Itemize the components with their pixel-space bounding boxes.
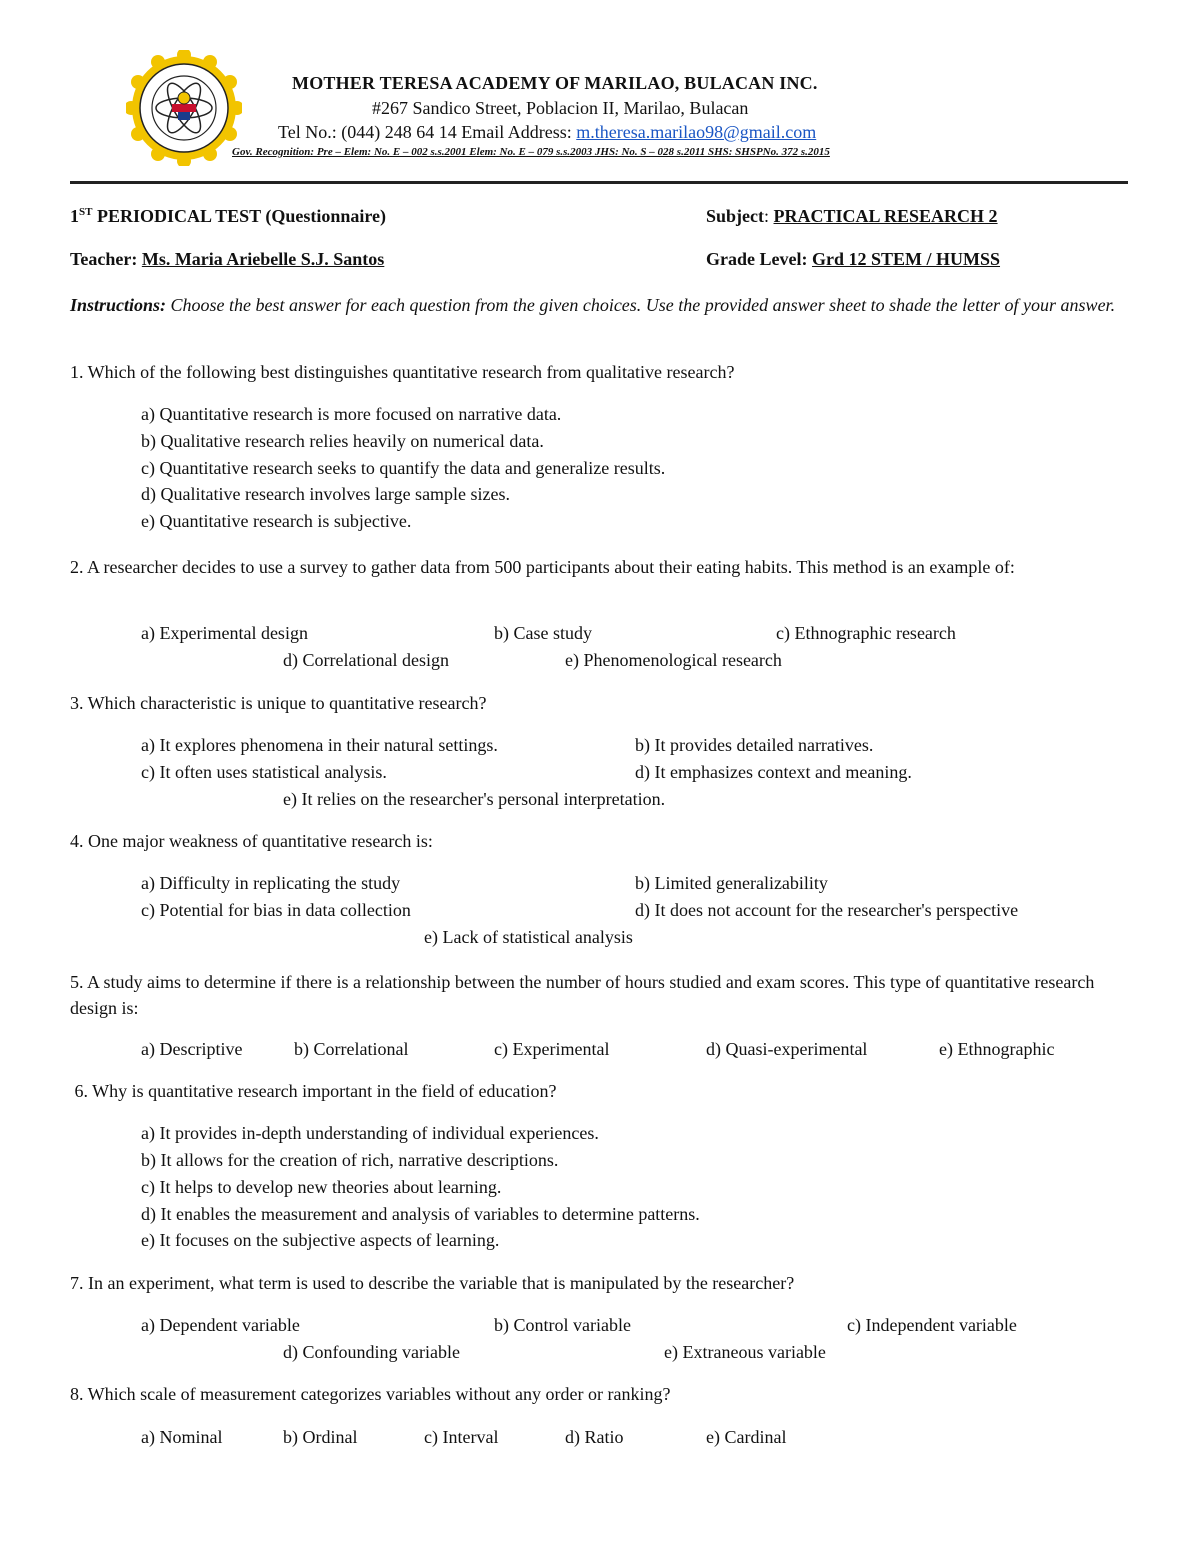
q4-option-d: d) It does not account for the researcher's perspective	[635, 900, 1019, 920]
question-7: 7. In an experiment, what term is used to describe the variable that is manipulated by the researcher?	[70, 1273, 795, 1293]
q7-option-c: c) Independent variable	[847, 1315, 1017, 1335]
gov-recognition: Gov. Recognition: Pre – Elem: No. E – 002 s.s.2001 Elem: No. E – 079 s.s.2003 JHS: No. S – 028 s.2011 SHS: SHSPNo. 372 s.2015	[232, 146, 830, 158]
q7-option-e: e) Extraneous variable	[664, 1342, 826, 1362]
q4-option-a: a) Difficulty in replicating the study	[141, 873, 401, 893]
q1-option-c: c) Quantitative research seeks to quantify the data and generalize results.	[141, 458, 666, 478]
question-8: 8. Which scale of measurement categorizes variables without any order or ranking?	[70, 1384, 671, 1404]
teacher-line	[70, 249, 384, 270]
q2-option-c: c) Ethnographic research	[776, 623, 956, 643]
q8-option-d: d) Ratio	[565, 1427, 624, 1447]
school-seal-logo	[126, 50, 242, 166]
title-superscript: ST	[79, 206, 93, 218]
q2-option-d: d) Correlational design	[283, 650, 449, 670]
test-title	[70, 206, 386, 227]
q7-option-d: d) Confounding variable	[283, 1342, 460, 1362]
q2-option-b: b) Case study	[494, 623, 592, 643]
grade-line	[706, 249, 1000, 270]
q3-option-b: b) It provides detailed narratives.	[635, 735, 874, 755]
q5-option-d: d) Quasi-experimental	[706, 1039, 868, 1059]
q1-option-d: d) Qualitative research involves large sample sizes.	[141, 484, 511, 504]
school-address: #267 Sandico Street, Poblacion II, Marilao, Bulacan	[372, 98, 749, 118]
q6-option-c: c) It helps to develop new theories about learning.	[141, 1177, 502, 1197]
question-4: 4. One major weakness of quantitative research is:	[70, 831, 433, 851]
instructions	[70, 292, 1120, 318]
q4-option-b: b) Limited generalizability	[635, 873, 828, 893]
q8-option-c: c) Interval	[424, 1427, 499, 1447]
q4-option-c: c) Potential for bias in data collection	[141, 900, 411, 920]
contact-prefix: Tel No.: (044) 248 64 14 Email Address:	[278, 122, 577, 142]
q1-option-b: b) Qualitative research relies heavily on numerical data.	[141, 431, 544, 451]
question-2: 2. A researcher decides to use a survey to gather data from 500 participants about their eating habits. This method is an example of:	[70, 557, 1015, 577]
q6-option-e: e) It focuses on the subjective aspects of learning.	[141, 1230, 500, 1250]
instructions-text: Choose the best answer for each question from the given choices. Use the provided answer sheet to shade the letter of your answer.	[166, 295, 1116, 315]
grade-label: Grade Level:	[706, 249, 808, 269]
q3-option-a: a) It explores phenomena in their natural settings.	[141, 735, 498, 755]
q7-option-b: b) Control variable	[494, 1315, 631, 1335]
header-divider	[70, 181, 1128, 184]
q2-option-a: a) Experimental design	[141, 623, 308, 643]
title-text: PERIODICAL TEST (Questionnaire)	[92, 206, 387, 226]
q1-option-e: e) Quantitative research is subjective.	[141, 511, 412, 531]
q3-option-e: e) It relies on the researcher's personal interpretation.	[283, 789, 666, 809]
question-5: 5. A study aims to determine if there is a relationship between the number of hours studied and exam scores. This type of quantitative research design is:	[70, 972, 1095, 1018]
q3-option-d: d) It emphasizes context and meaning.	[635, 762, 912, 782]
subject-label: Subject	[706, 206, 764, 226]
question-6: 6. Why is quantitative research important in the field of education?	[70, 1081, 557, 1101]
school-contact	[278, 122, 816, 143]
q4-option-e: e) Lack of statistical analysis	[424, 927, 633, 947]
teacher-value: Ms. Maria Ariebelle S.J. Santos	[141, 249, 385, 269]
q8-option-e: e) Cardinal	[706, 1427, 787, 1447]
subject-line: Subject: PRACTICAL RESEARCH 2	[706, 206, 998, 226]
question-3: 3. Which characteristic is unique to quantitative research?	[70, 693, 487, 713]
q5-option-a: a) Descriptive	[141, 1039, 243, 1059]
q7-option-a: a) Dependent variable	[141, 1315, 300, 1335]
subject-value: PRACTICAL RESEARCH 2	[773, 206, 998, 226]
grade-value: Grd 12 STEM / HUMSS	[811, 249, 1001, 269]
q8-option-b: b) Ordinal	[283, 1427, 358, 1447]
q1-option-a: a) Quantitative research is more focused on narrative data.	[141, 404, 562, 424]
q5-option-c: c) Experimental	[494, 1039, 610, 1059]
email-link[interactable]: m.theresa.marilao98@gmail.com	[576, 122, 817, 142]
q6-option-a: a) It provides in-depth understanding of individual experiences.	[141, 1123, 599, 1143]
q3-option-c: c) It often uses statistical analysis.	[141, 762, 387, 782]
school-name: MOTHER TERESA ACADEMY OF MARILAO, BULACAN INC.	[292, 73, 818, 93]
q6-option-b: b) It allows for the creation of rich, narrative descriptions.	[141, 1150, 559, 1170]
instructions-label: Instructions:	[70, 295, 167, 315]
q6-option-d: d) It enables the measurement and analysis of variables to determine patterns.	[141, 1204, 700, 1224]
q8-option-a: a) Nominal	[141, 1427, 223, 1447]
q5-option-e: e) Ethnographic	[939, 1039, 1055, 1059]
q2-option-e: e) Phenomenological research	[565, 650, 782, 670]
title-number: 1	[70, 206, 79, 226]
teacher-label: Teacher:	[70, 249, 138, 269]
q5-option-b: b) Correlational	[294, 1039, 409, 1059]
question-1: 1. Which of the following best distinguishes quantitative research from qualitative research?	[70, 362, 735, 382]
